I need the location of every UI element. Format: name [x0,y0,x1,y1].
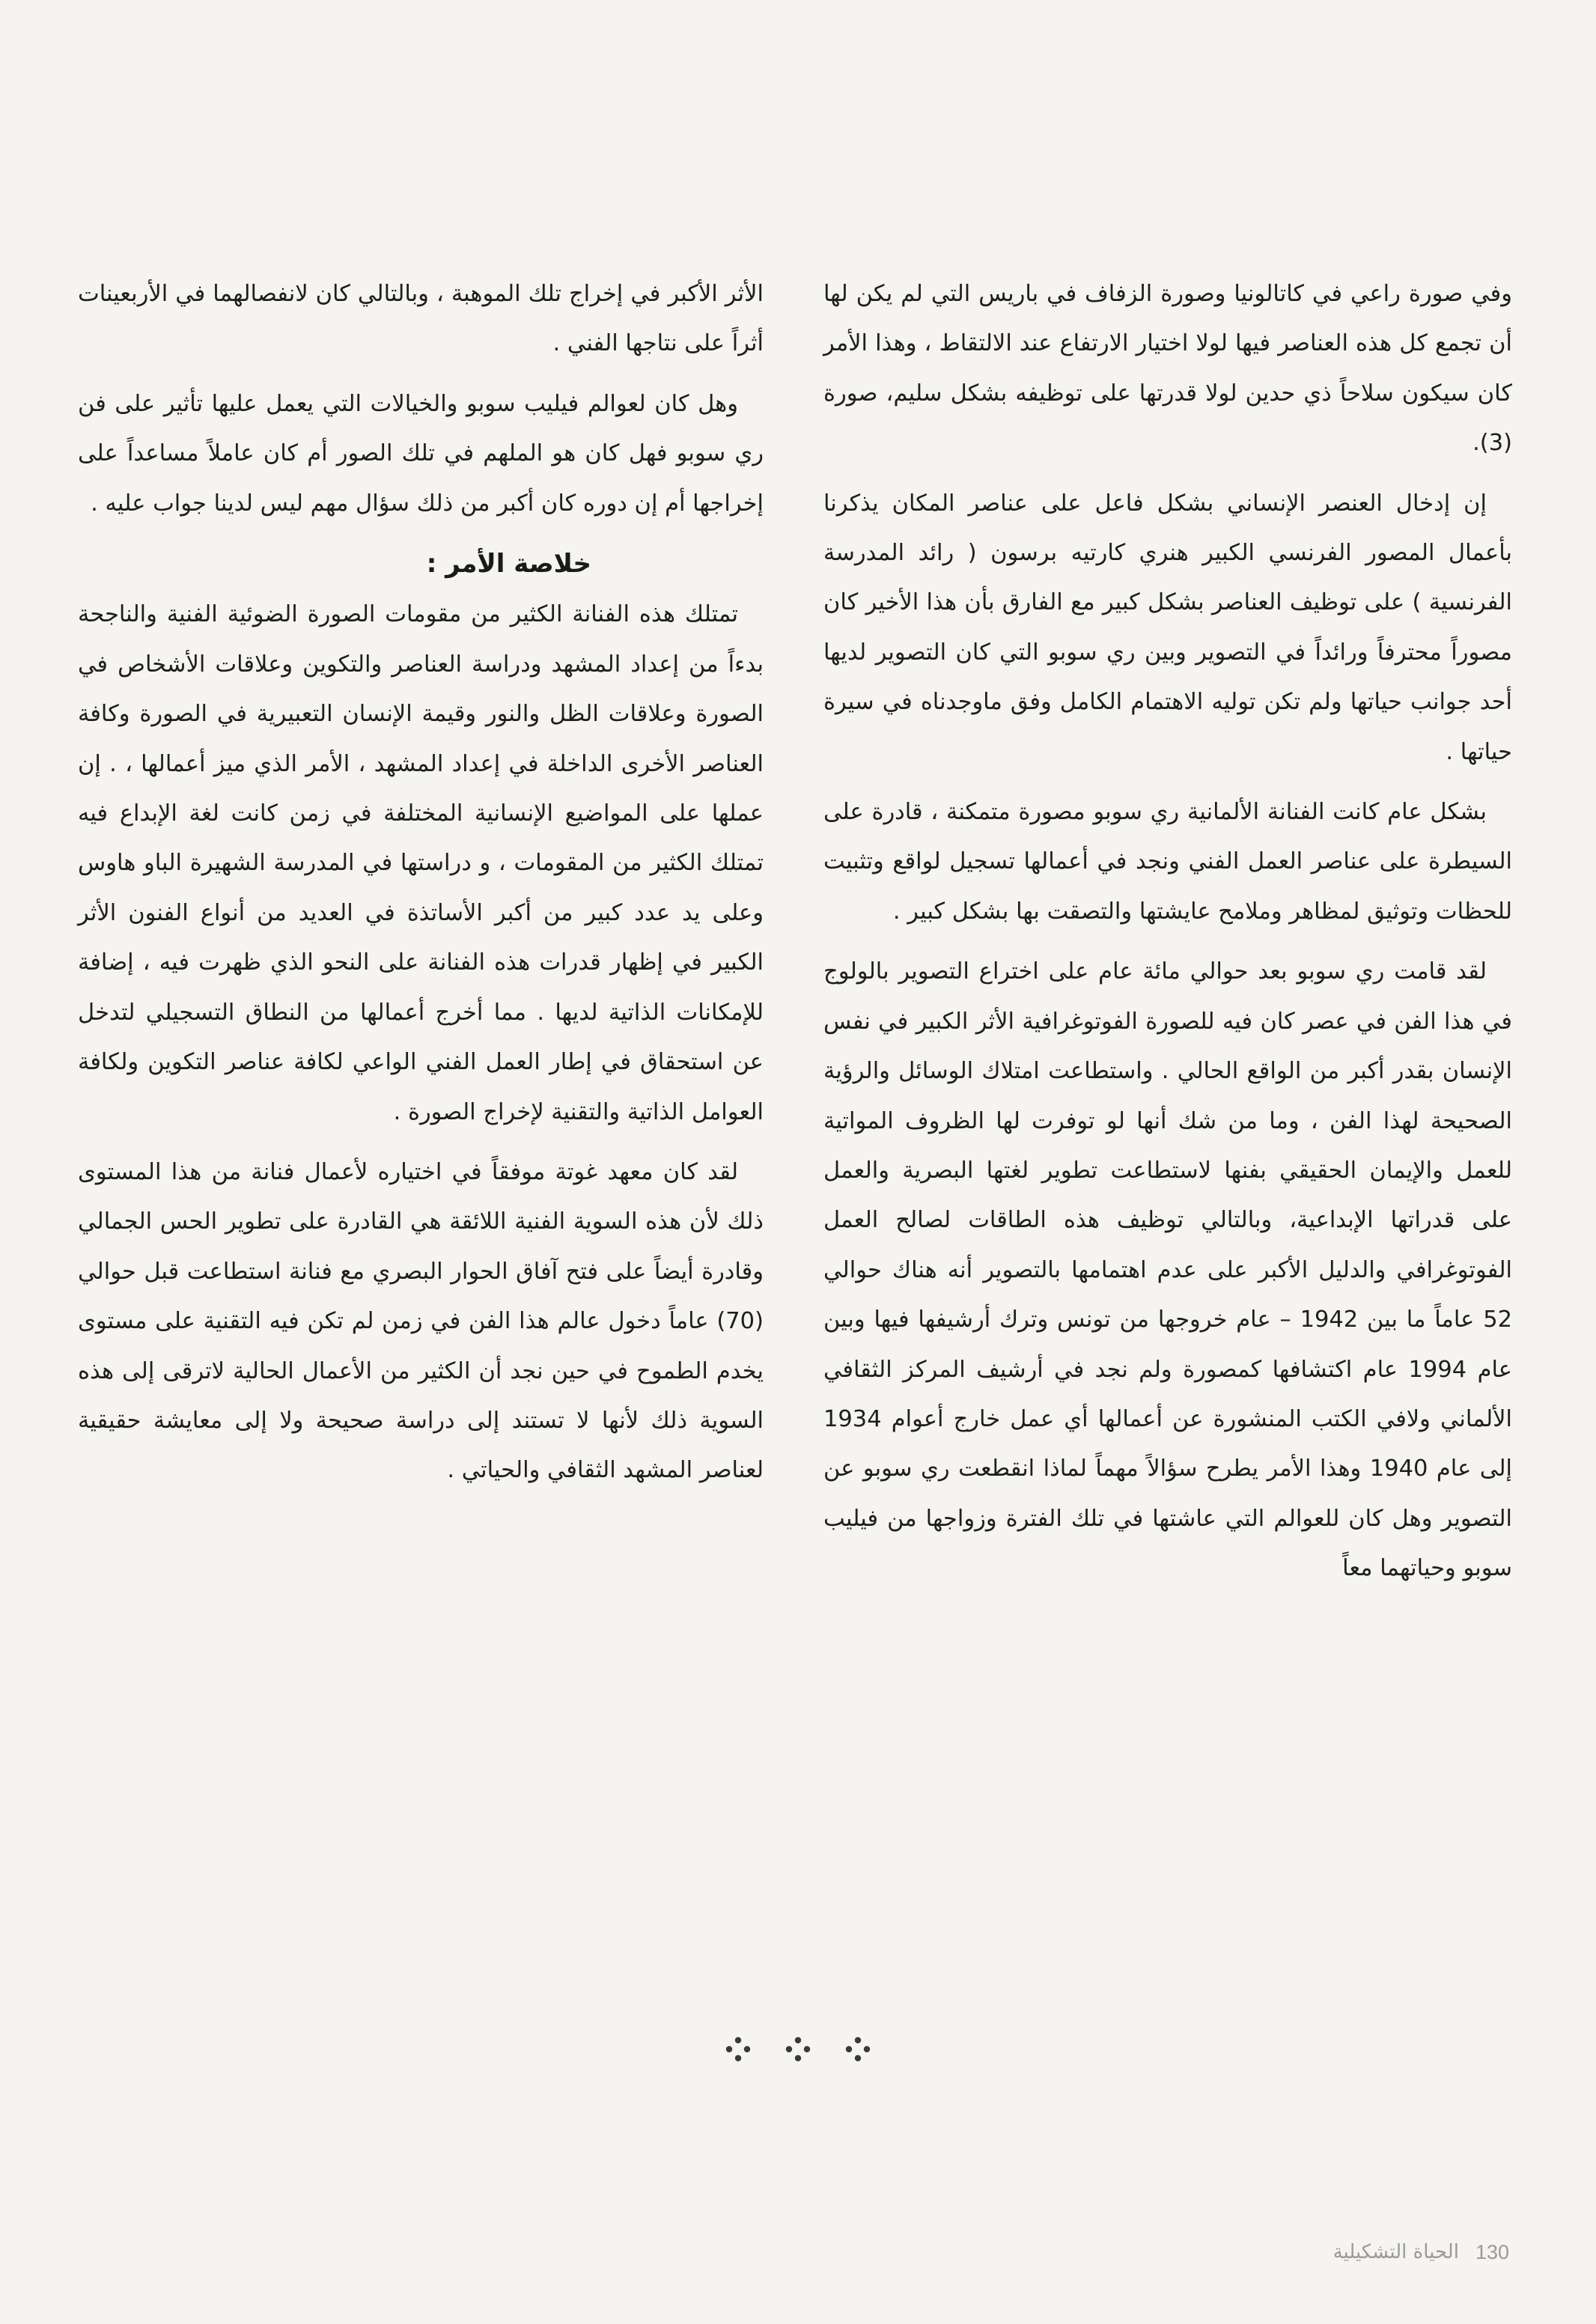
page-number: 130 [1475,2240,1509,2263]
four-dot-diamond-icon [843,2034,873,2064]
paragraph: وهل كان لعوالم فيليب سوبو والخيالات التي يعمل عليها تأثير على فن ري سوبو فهل كان هو الملهم في تلك الصور أم كان عاملاً مساعداً على إخراجها أم إن دوره كان أكبر من ذلك سؤال مهم ليس لدينا جواب عليه . [78,390,764,517]
paragraph: بشكل عام كانت الفنانة الألمانية ري سوبو مصورة متمكنة ، قادرة على السيطرة على عناصر العمل الفني ونجد في أعمالها تسجيل لواقع وتثبيت للحظات وتوثيق لمظاهر وملامح عايشتها والتصقت بها بشكل كبير . [823,799,1512,925]
paragraph: الأثر الأكبر في إخراج تلك الموهبة ، وبالتالي كان لانفصالهما في الأربعينات أثراً على نتاجها الفني . [78,281,764,357]
section-heading: خلاصة الأمر : [426,549,591,580]
left-text-column [78,270,764,1506]
four-dot-diamond-icon [723,2034,753,2064]
paragraph: تمتلك هذه الفنانة الكثير من مقومات الصورة الضوئية الفنية والناجحة بدءاً من إعداد المشهد ودراسة العناصر والتكوين وعلاقات الأشخاص في الصورة وعلاقات الظل والنور وقيمة الإنسان التعبيرية في الصورة وكافة العناصر الأخرى الداخلة في إعداد المشهد ، الأمر الذي ميز أعمالها ، . إن عملها على المواضيع الإنسانية المختلفة في زمن كانت لغة الإبداع فيه تمتلك الكثير من المقومات ، و دراستها في المدرسة الشهيرة الباو هاوس وعلى يد عدد كبير من أكبر الأساتذة في العديد من أنواع الفنون الأثر الكبير في إظهار قدرات هذه الفنانة على النحو الذي ظهرت فيه ، إضافة للإمكانات الذاتية لديها . مما أخرج أعمالها من النطاق التسجيلي لتدخل عن استحقاق في إطار العمل الفني الواعي لكافة عناصر التكوين ولكافة العوامل الذاتية والتقنية لإخراج الصورة . [78,601,764,1125]
right-text-column [823,270,1512,1604]
paragraph: إن إدخال العنصر الإنساني بشكل فاعل على عناصر المكان يذكرنا بأعمال المصور الفرنسي الكبير هنري كارتيه برسون ( رائد المدرسة الفرنسية ) على توظيف العناصر بشكل كبير مع الفارق بأن هذا الأخير كان مصوراً محترفاً ورائداً في التصوير وبين ري سوبو التي كان التصوير لديها أحد جوانب حياتها ولم تكن توليه الاهتمام الكامل وفق ماوجدناه في سيرة حياتها . [823,490,1512,765]
page-footer [1270,2237,1509,2267]
four-dot-diamond-icon [783,2034,813,2064]
magazine-title: الحياة التشكيلية [1332,2241,1459,2263]
paragraph: لقد كان معهد غوتة موفقاً في اختياره لأعمال فنانة من هذا المستوى ذلك لأن هذه السوية الفنية اللائقة هي القادرة على تطوير الحس الجمالي وقادرة أيضاً على فتح آفاق الحوار البصري مع فنانة استطاعت قبل حوالي (70) عاماً دخول عالم هذا الفن في زمن لم تكن فيه التقنية على مستوى يخدم الطموح في حين نجد أن الكثير من الأعمال الحالية لاترقى إلى هذه السوية ذلك لأنها لا تستند إلى دراسة صحيحة ولا إلى معايشة حقيقية لعناصر المشهد الثقافي والحياتي . [78,1158,764,1484]
section-end-ornament [723,2034,873,2064]
paragraph: لقد قامت ري سوبو بعد حوالي مائة عام على اختراع التصوير بالولوج في هذا الفن في عصر كان فيه للصورة الفوتوغرافية الأثر الكبير في نفس الإنسان بقدر أكبر من الواقع الحالي . واستطاعت امتلاك الوسائل والرؤية الصحيحة لهذا الفن ، وما من شك أنها لو توفرت لها الظروف المواتية للعمل والإيمان الحقيقي بفنها لاستطاعت تطوير لغتها البصرية والعمل على قدراتها الإبداعية، وبالتالي توظيف هذه الطاقات لصالح العمل الفوتوغرافي والدليل الأكبر على عدم اهتمامها بالتصوير أنه هناك حوالي 52 عاماً ما بين 1942 – عام خروجها من تونس وترك أرشيفها فيها وبين عام 1994 عام اكتشافها كمصورة ولم نجد في أرشيف المركز الثقافي الألماني ولافي الكتب المنشورة عن أعمالها أي عمل خارج أعوام 1934 إلى عام 1940 وهذا الأمر يطرح سؤالاً مهماً لماذا انقطعت ري سوبو عن التصوير وهل كان للعوالم التي عاشتها في تلك الفترة وزواجها من فيليب سوبو وحياتهما معاً [823,958,1512,1582]
paragraph: وفي صورة راعي في كاتالونيا وصورة الزفاف في باريس التي لم يكن لها أن تجمع كل هذه العناصر فيها لولا اختيار الارتفاع عند الالتقاط ، وهذا الأمر كان سيكون سلاحاً ذي حدين لولا قدرتها على توظيفه بشكل سليم، صورة (3). [823,281,1512,457]
